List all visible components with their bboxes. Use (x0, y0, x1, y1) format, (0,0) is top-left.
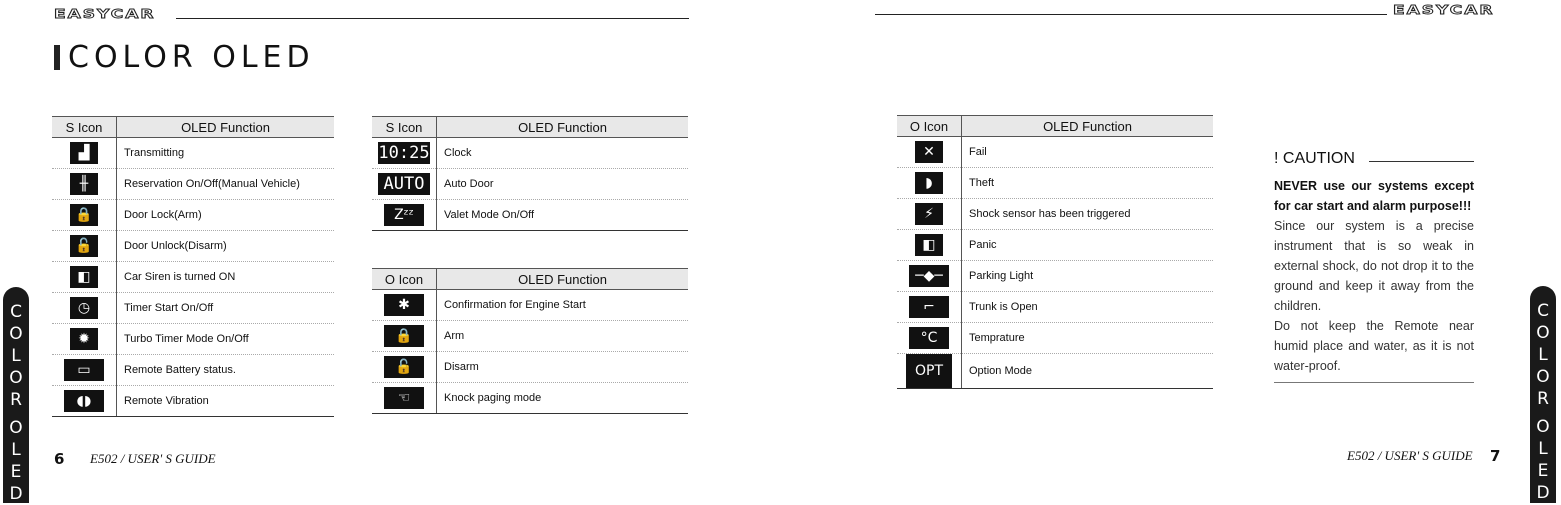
column-header-icon: S Icon (52, 117, 117, 138)
function-label: Clock (437, 138, 689, 169)
column-header-icon: S Icon (372, 117, 437, 138)
table-o-icons-2 (897, 115, 1213, 389)
panic-icon: ◧ (915, 234, 943, 256)
table-row (897, 137, 1213, 168)
table-o-icons-1 (372, 268, 688, 414)
column-header-icon: O Icon (372, 269, 437, 290)
icon-cell (372, 321, 437, 352)
arm-icon: 🔒 (384, 325, 424, 347)
caution-warning: NEVER use our systems except for car start and alarm purpose!!! (1274, 179, 1474, 213)
table-s-icons-2 (372, 116, 688, 231)
side-tab-left: C O L O R O L E D (3, 287, 29, 503)
function-label: Temprature (962, 323, 1214, 354)
engine-confirm-icon: ✱ (384, 294, 424, 316)
table-row (897, 230, 1213, 261)
icon-cell (897, 230, 962, 261)
table-row (897, 354, 1213, 389)
function-label: Turbo Timer Mode On/Off (117, 324, 335, 355)
auto-door-icon: AUTO (378, 173, 430, 195)
side-tab-right: C O L O R O L E D (1530, 286, 1556, 503)
column-header-icon: O Icon (897, 116, 962, 137)
function-label: Auto Door (437, 169, 689, 200)
table-row (372, 321, 688, 352)
icon-cell (372, 169, 437, 200)
caution-text-1: Since our system is a precise instrument that is so weak in external shock, do not drop it to the ground and keep it away from the children. (1274, 219, 1474, 313)
icon-cell (897, 168, 962, 199)
caution-text-2: Do not keep the Remote near humid place and water, as it is not water-proof. (1274, 319, 1474, 373)
table-row (52, 324, 334, 355)
table-row (52, 231, 334, 262)
caution-heading: ! CAUTION (1274, 150, 1355, 167)
option-icon: OPT (906, 354, 952, 388)
signal-icon: ▟ (70, 142, 98, 164)
function-label: Car Siren is turned ON (117, 262, 335, 293)
guide-title-right: E502 / USER' S GUIDE (1347, 448, 1473, 463)
turbo-icon: ✹ (70, 328, 98, 350)
parking-light-icon: ─◆─ (909, 265, 949, 287)
vibration-icon: ◖◗ (64, 390, 104, 412)
lock-icon: 🔒 (70, 204, 98, 226)
table-row (52, 386, 334, 417)
table-s-icons-1 (52, 116, 334, 417)
brand-logo-left: EASYCAR (54, 6, 156, 22)
page-title: COLOR OLED (68, 40, 315, 75)
icon-cell (372, 200, 437, 231)
icon-cell (52, 200, 117, 231)
page-number-left: 6 (54, 450, 65, 468)
column-header-function: OLED Function (962, 116, 1214, 137)
table-row (897, 168, 1213, 199)
table-row (52, 355, 334, 386)
function-label: Option Mode (962, 354, 1214, 389)
caution-bottom-rule (1274, 382, 1474, 383)
header-rule-right (875, 14, 1387, 15)
table-row (52, 200, 334, 231)
icon-cell (52, 231, 117, 262)
table-row (52, 293, 334, 324)
title-marker (54, 45, 60, 70)
table-row (372, 169, 688, 200)
siren-icon: ◧ (70, 266, 98, 288)
page-number-right: 7 (1490, 447, 1501, 465)
knock-icon: ☜ (384, 387, 424, 409)
function-label: Door Lock(Arm) (117, 200, 335, 231)
function-label: Valet Mode On/Off (437, 200, 689, 231)
icon-cell (52, 386, 117, 417)
icon-cell (52, 262, 117, 293)
table-row (52, 169, 334, 200)
table-row (372, 383, 688, 414)
icon-cell (372, 352, 437, 383)
shock-icon: ⚡ (915, 203, 943, 225)
temperature-icon: °C (909, 327, 949, 349)
table-row (372, 200, 688, 231)
function-label: Arm (437, 321, 689, 352)
table-row (52, 138, 334, 169)
valet-icon: Zᶻᶻ (384, 204, 424, 226)
icon-cell (897, 292, 962, 323)
table-row (897, 292, 1213, 323)
column-header-function: OLED Function (117, 117, 335, 138)
function-label: Knock paging mode (437, 383, 689, 414)
icon-cell (52, 138, 117, 169)
disarm-icon: 🔓 (384, 356, 424, 378)
icon-cell (372, 138, 437, 169)
icon-cell (897, 261, 962, 292)
table-row (897, 199, 1213, 230)
table-row (897, 323, 1213, 354)
caution-rule (1369, 161, 1474, 162)
function-label: Parking Light (962, 261, 1214, 292)
column-header-function: OLED Function (437, 269, 689, 290)
function-label: Shock sensor has been triggered (962, 199, 1214, 230)
function-label: Trunk is Open (962, 292, 1214, 323)
function-label: Confirmation for Engine Start (437, 290, 689, 321)
table-row (372, 138, 688, 169)
header-rule-left (176, 18, 689, 19)
timer-icon: ◷ (70, 297, 98, 319)
icon-cell (52, 355, 117, 386)
table-row (897, 261, 1213, 292)
brand-logo-right: EASYCAR (1393, 2, 1495, 18)
function-label: Transmitting (117, 138, 335, 169)
function-label: Door Unlock(Disarm) (117, 231, 335, 262)
theft-icon: ◗ (915, 172, 943, 194)
reservation-icon: ╫ (70, 173, 98, 195)
function-label: Fail (962, 137, 1214, 168)
icon-cell (897, 354, 962, 389)
icon-cell (372, 290, 437, 321)
function-label: Remote Vibration (117, 386, 335, 417)
function-label: Theft (962, 168, 1214, 199)
function-label: Timer Start On/Off (117, 293, 335, 324)
column-header-function: OLED Function (437, 117, 689, 138)
icon-cell (897, 137, 962, 168)
clock-icon: 10:25 (378, 143, 430, 163)
unlock-icon: 🔓 (70, 235, 98, 257)
icon-cell (52, 324, 117, 355)
icon-cell (897, 323, 962, 354)
guide-title-left: E502 / USER' S GUIDE (90, 451, 216, 466)
icon-cell (52, 169, 117, 200)
battery-icon: ▭ (64, 359, 104, 381)
trunk-icon: ⌐ (909, 296, 949, 318)
fail-icon: ✕ (915, 141, 943, 163)
table-row (372, 290, 688, 321)
function-label: Panic (962, 230, 1214, 261)
caution-box (1274, 150, 1474, 383)
table-row (372, 352, 688, 383)
icon-cell (372, 383, 437, 414)
function-label: Remote Battery status. (117, 355, 335, 386)
function-label: Disarm (437, 352, 689, 383)
table-row (52, 262, 334, 293)
icon-cell (52, 293, 117, 324)
function-label: Reservation On/Off(Manual Vehicle) (117, 169, 335, 200)
icon-cell (897, 199, 962, 230)
